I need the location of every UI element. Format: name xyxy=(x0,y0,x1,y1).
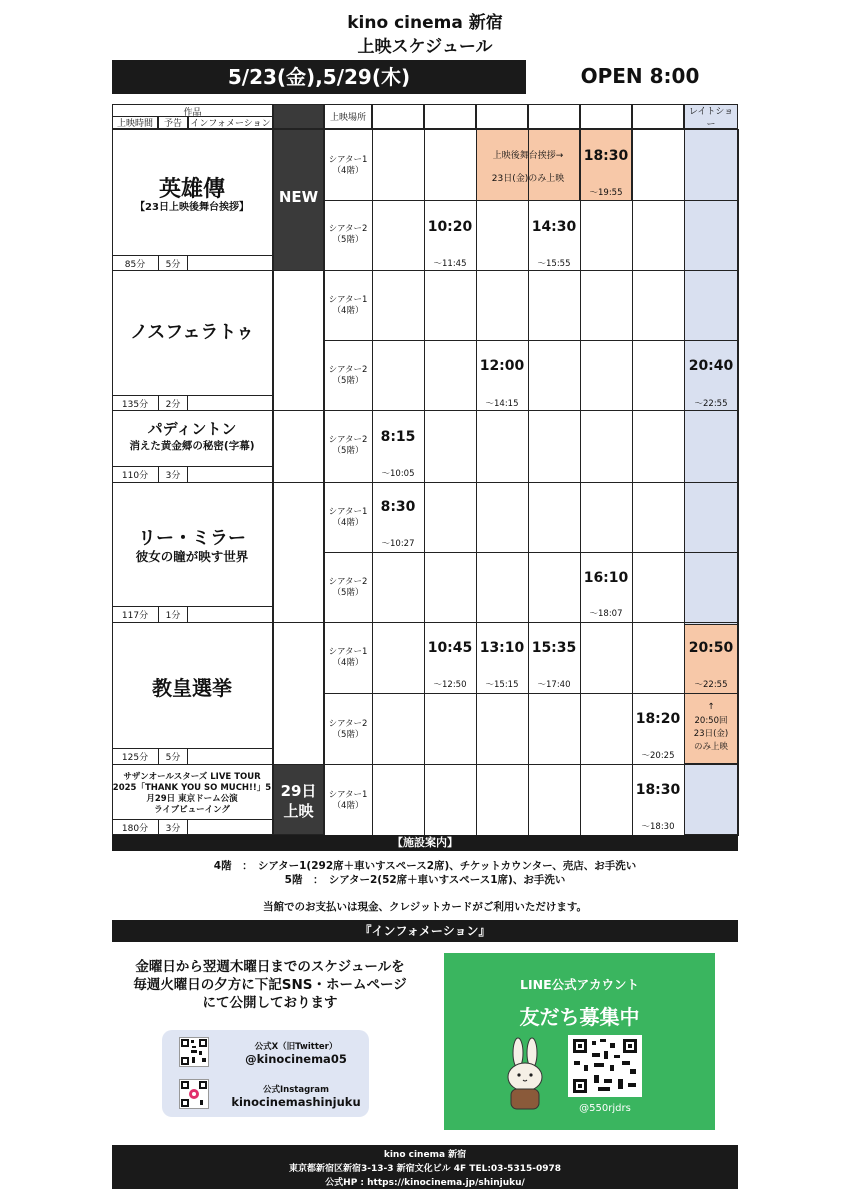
showtime-start: 15:35 xyxy=(531,640,577,656)
film-runtime: 85分 xyxy=(124,260,146,270)
stage-greeting-note: 上映後舞台挨拶→ xyxy=(492,151,564,161)
schedule-slot xyxy=(476,764,529,836)
schedule-slot xyxy=(476,200,529,271)
header-late-show-label: レイトショー xyxy=(688,106,734,130)
schedule-slot xyxy=(632,340,685,411)
stage-greeting-note: 23日(金)のみ上映 xyxy=(491,174,565,184)
open-time: OPEN 8:00 xyxy=(580,64,700,88)
schedule-slot xyxy=(424,340,477,411)
schedule-slot xyxy=(372,270,425,341)
showtime-end: ～14:15 xyxy=(485,399,519,409)
header-runtime-label: 上映時間 xyxy=(116,119,153,129)
instagram-handle[interactable]: kinocinemashinjuku xyxy=(231,1095,361,1109)
hall-floor: （4階） xyxy=(332,658,364,668)
film-runtime: 135分 xyxy=(121,400,149,410)
schedule-slot xyxy=(372,552,425,623)
hall-label xyxy=(324,577,372,599)
showtime-start: 16:10 xyxy=(583,570,629,586)
hall-floor: （5階） xyxy=(332,588,364,598)
hall-name: シアター1 xyxy=(328,155,368,165)
info-line: 毎週火曜日の夕方に下記SNS・ホームページ xyxy=(133,977,407,993)
schedule-slot xyxy=(632,482,685,553)
header-badge-col xyxy=(273,104,324,129)
info-line: にて公開しております xyxy=(202,995,338,1011)
schedule-slot xyxy=(632,622,685,694)
showtime-end: ～12:50 xyxy=(433,680,467,690)
showtime-end: ～17:40 xyxy=(537,680,571,690)
hall-floor: （4階） xyxy=(332,166,364,176)
day-badge-line: 29日 xyxy=(280,782,317,800)
film-trailer: 1分 xyxy=(165,611,181,621)
showtime-start: 10:45 xyxy=(427,640,473,656)
schedule-slot xyxy=(424,129,477,201)
hall-floor: （4階） xyxy=(332,801,364,811)
header-hall-label: 上映場所 xyxy=(329,113,366,123)
hall-label xyxy=(324,224,372,246)
hall-floor: （5階） xyxy=(332,730,364,740)
showtime-start: 8:30 xyxy=(380,499,416,515)
hall-name: シアター1 xyxy=(328,507,368,517)
payment-note: 当館でのお支払いは現金、クレジットカードがご利用いただけます。 xyxy=(262,901,588,913)
showtime-start: 12:00 xyxy=(479,358,525,374)
film-subtitle: 彼女の瞳が映す世界 xyxy=(135,549,249,564)
showtime-start: 13:10 xyxy=(479,640,525,656)
hall-label xyxy=(324,435,372,457)
schedule-slot xyxy=(632,552,685,623)
showtime-start: 18:30 xyxy=(635,782,681,798)
header-trailer-label: 予告 xyxy=(163,119,182,129)
line-title: LINE公式アカウント xyxy=(520,977,639,992)
schedule-slot xyxy=(372,622,425,694)
schedule-slot xyxy=(372,200,425,271)
hall-label xyxy=(324,507,372,529)
hall-name: シアター2 xyxy=(328,719,368,729)
film-title: リー・ミラー xyxy=(138,528,246,549)
schedule-slot xyxy=(632,200,685,271)
showtime-end: ～18:07 xyxy=(589,609,623,619)
showtime-end: ～11:45 xyxy=(433,259,467,269)
footer-hp-link[interactable]: 公式HP : https://kinocinema.jp/shinjuku/ xyxy=(325,1178,525,1188)
schedule-slot xyxy=(684,764,739,836)
hall-label xyxy=(324,719,372,741)
schedule-slot xyxy=(476,270,529,341)
hall-name: シアター1 xyxy=(328,295,368,305)
hall-floor: （5階） xyxy=(332,446,364,456)
film-runtime: 125分 xyxy=(121,753,149,763)
schedule-slot xyxy=(528,410,581,483)
schedule-slot xyxy=(372,764,425,836)
schedule-slot xyxy=(684,552,739,623)
schedule-slot xyxy=(476,693,529,765)
hall-label xyxy=(324,790,372,812)
header-slot xyxy=(424,104,476,129)
schedule-slot xyxy=(684,270,739,341)
hall-floor: （4階） xyxy=(332,306,364,316)
schedule-slot xyxy=(632,129,685,201)
hall-name: シアター2 xyxy=(328,224,368,234)
showtime-end: ～22:55 xyxy=(694,399,728,409)
schedule-slot xyxy=(476,410,529,483)
showtime-start: 18:20 xyxy=(635,711,681,727)
schedule-slot xyxy=(580,622,633,694)
late-show-note: 20:50回 xyxy=(694,716,728,726)
schedule-slot xyxy=(528,340,581,411)
hall-name: シアター2 xyxy=(328,577,368,587)
schedule-slot xyxy=(424,270,477,341)
cinema-name: kino cinema 新宿 xyxy=(347,13,503,33)
hall-label xyxy=(324,155,372,177)
showtime-start: 18:30 xyxy=(583,148,629,164)
schedule-slot xyxy=(528,270,581,341)
date-banner: 5/23(金),5/29(木) xyxy=(112,60,526,94)
schedule-slot xyxy=(476,482,529,553)
header-trailer xyxy=(158,116,188,129)
showtime-start: 10:20 xyxy=(427,219,473,235)
film-title: 教皇選挙 xyxy=(152,676,232,700)
film-runtime: 110分 xyxy=(121,471,149,481)
schedule-slot xyxy=(424,552,477,623)
x-qr-code[interactable] xyxy=(179,1037,209,1067)
badge-cell xyxy=(273,622,324,765)
hall-name: シアター1 xyxy=(328,790,368,800)
film-subtitle: 消えた黄金郷の秘密(字幕) xyxy=(129,440,255,452)
header-slot xyxy=(372,104,424,129)
schedule-slot xyxy=(580,200,633,271)
header-hall xyxy=(324,104,372,129)
hall-name: シアター2 xyxy=(328,365,368,375)
film-title: ノスフェラトゥ xyxy=(130,322,254,343)
x-label: 公式X（旧Twitter） xyxy=(254,1042,338,1052)
film-title-line: 2025「THANK YOU SO MUCH!!」5 xyxy=(112,783,272,793)
schedule-slot xyxy=(580,764,633,836)
header-slot xyxy=(580,104,632,129)
footer-address: 東京都新宿区新宿3-13-3 新宿文化ビル 4F TEL:03-5315-0978 xyxy=(288,1164,562,1174)
badge-cell xyxy=(273,410,324,483)
film-subtitle: 【23日上映後舞台挨拶】 xyxy=(135,202,249,213)
header-slot xyxy=(528,104,580,129)
schedule-slot xyxy=(684,200,739,271)
header-slot xyxy=(632,104,684,129)
schedule-slot xyxy=(580,410,633,483)
schedule-slot xyxy=(424,693,477,765)
late-show-note: ↑ xyxy=(707,702,715,712)
showtime-end: ～10:27 xyxy=(381,539,415,549)
header-late-show xyxy=(684,104,738,129)
schedule-title: 上映スケジュール xyxy=(357,37,493,57)
film-title-line: サザンオールスターズ LIVE TOUR xyxy=(123,772,261,782)
film-trailer: 5分 xyxy=(165,753,181,763)
showtime-end: ～22:55 xyxy=(694,680,728,690)
showtime-end: ～10:05 xyxy=(381,469,415,479)
schedule-slot xyxy=(372,340,425,411)
schedule-slot xyxy=(476,552,529,623)
film-trailer: 3分 xyxy=(165,471,181,481)
late-show-note: のみ上映 xyxy=(693,742,728,752)
hall-label xyxy=(324,295,372,317)
showtime-start: 14:30 xyxy=(531,219,577,235)
facility-line: 5階 ： シアター2(52席＋車いすスペース1席)、お手洗い xyxy=(284,874,566,886)
schedule-slot xyxy=(528,693,581,765)
line-account-panel xyxy=(444,953,715,1130)
bunny-mascot-icon xyxy=(496,1037,556,1112)
schedule-slot xyxy=(528,552,581,623)
schedule-slot xyxy=(372,693,425,765)
instagram-qr-code[interactable] xyxy=(179,1079,209,1109)
film-runtime: 180分 xyxy=(121,824,149,834)
info-heading: 『インフォメーション』 xyxy=(112,920,738,942)
showtime-start: 20:50 xyxy=(688,640,734,656)
schedule-slot xyxy=(476,129,529,201)
film-title: 英雄傳 xyxy=(158,177,225,202)
footer-name: kino cinema 新宿 xyxy=(383,1150,467,1160)
schedule-slot xyxy=(684,482,739,553)
schedule-slot xyxy=(580,340,633,411)
header-slot xyxy=(476,104,528,129)
schedule-slot xyxy=(528,129,581,201)
hall-floor: （5階） xyxy=(332,235,364,245)
schedule-slot xyxy=(372,129,425,201)
schedule-slot xyxy=(580,270,633,341)
schedule-slot xyxy=(632,410,685,483)
info-line: 金曜日から翌週木曜日までのスケジュールを xyxy=(135,959,405,975)
hall-label xyxy=(324,365,372,387)
x-handle[interactable]: @kinocinema05 xyxy=(245,1052,347,1066)
schedule-slot xyxy=(684,410,739,483)
schedule-slot xyxy=(684,129,739,201)
schedule-slot xyxy=(528,764,581,836)
showtime-end: ～19:55 xyxy=(589,188,623,198)
film-trailer: 3分 xyxy=(165,824,181,834)
showtime-start: 8:15 xyxy=(380,429,416,445)
day-badge-line: 上映 xyxy=(283,802,314,820)
hall-floor: （5階） xyxy=(332,376,364,386)
showtime-end: ～20:25 xyxy=(641,751,675,761)
film-runtime: 117分 xyxy=(121,611,149,621)
hall-floor: （4階） xyxy=(332,518,364,528)
showtime-start: 20:40 xyxy=(688,358,734,374)
hall-name: シアター2 xyxy=(328,435,368,445)
badge-cell xyxy=(273,482,324,623)
schedule-slot xyxy=(528,482,581,553)
showtime-end: ～15:55 xyxy=(537,259,571,269)
film-title: パディントン xyxy=(147,420,237,438)
showtime-end: ～18:30 xyxy=(641,822,675,832)
new-badge: NEW xyxy=(278,188,319,206)
facility-line: 4階 ： シアター1(292席＋車いすスペース2席)、チケットカウンター、売店、お手洗い xyxy=(213,860,637,872)
film-trailer: 5分 xyxy=(165,260,181,270)
header-film-label: 作品 xyxy=(183,107,202,118)
line-qr-code[interactable] xyxy=(568,1035,642,1097)
film-title-line: 月29日 東京ドーム公演 xyxy=(146,794,238,804)
header-runtime xyxy=(112,116,158,129)
film-trailer: 2分 xyxy=(165,400,181,410)
schedule-slot xyxy=(632,270,685,341)
footer xyxy=(112,1145,738,1189)
header-info xyxy=(188,116,273,129)
film-title-line: ライブビューイング xyxy=(154,805,230,815)
schedule-slot xyxy=(424,482,477,553)
badge-cell xyxy=(273,270,324,411)
instagram-label: 公式Instagram xyxy=(263,1085,329,1095)
showtime-end: ～15:15 xyxy=(485,680,519,690)
hall-name: シアター1 xyxy=(328,647,368,657)
schedule-slot xyxy=(580,482,633,553)
line-headline: 友だち募集中 xyxy=(519,1005,640,1029)
facility-heading: 【施設案内】 xyxy=(112,835,738,851)
header-info-label: インフォメーション xyxy=(190,119,271,129)
sns-panel xyxy=(162,1030,369,1117)
schedule-slot xyxy=(424,410,477,483)
hall-label xyxy=(324,647,372,669)
line-id[interactable]: @550rjdrs xyxy=(579,1103,631,1114)
late-show-note: 23日(金) xyxy=(693,729,729,739)
schedule-slot xyxy=(580,693,633,765)
schedule-slot xyxy=(424,764,477,836)
